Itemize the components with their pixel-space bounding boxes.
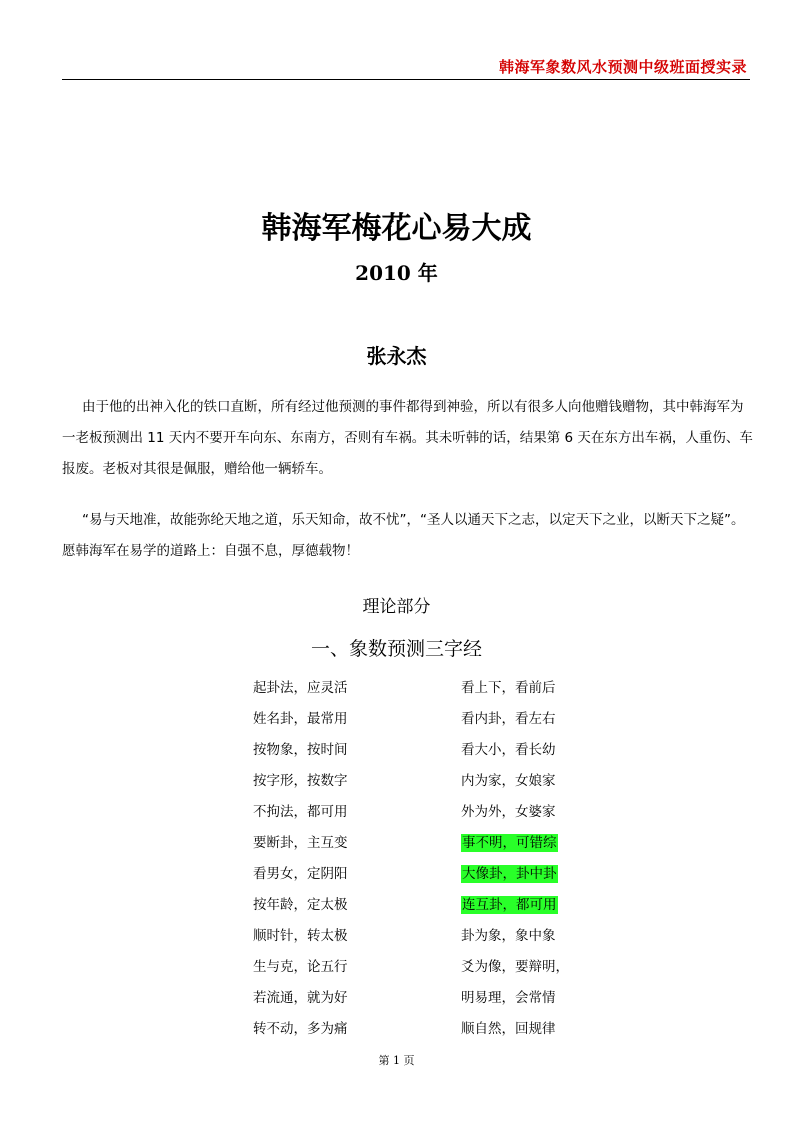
verse-row (253, 732, 593, 763)
verse-row (253, 825, 593, 856)
verse-row (253, 701, 593, 732)
verse-row (253, 980, 593, 1011)
verse-left: 转不动，多为痛 (253, 1020, 348, 1037)
verse-right: 卦为象，象中象 (461, 927, 556, 944)
verse-right: 外为外，女婆家 (461, 803, 556, 820)
quote-paragraph: “易与天地准，故能弥纶天地之道，乐天知命，故不忧”，“圣人以通天下之志，以定天下之业，以断天下之疑”。愿韩海军在易学的道路上：自强不息，厚德载物！ (62, 512, 745, 559)
verse-left: 按年龄，定太极 (253, 896, 348, 913)
verse-right-cell (461, 794, 593, 825)
verse-right-cell (461, 856, 593, 887)
verse-right: 内为家，女娘家 (461, 772, 556, 789)
verse-row (253, 918, 593, 949)
verse-row (253, 887, 593, 918)
verse-right-cell (461, 887, 593, 918)
verse-left: 看男女，定阴阳 (253, 865, 348, 882)
verse-left: 顺时针，转太极 (253, 927, 348, 944)
running-header-title: 韩海军象数风水预测中级班面授实录 (498, 58, 747, 76)
document-title: 韩海军梅花心易大成 (261, 211, 532, 246)
verse-right: 看大小，看长幼 (461, 741, 556, 758)
verse-right-cell (461, 1011, 593, 1042)
verse-right-cell (461, 701, 593, 732)
page-number: 第 1 页 (378, 1054, 415, 1067)
verse-left: 按物象，按时间 (253, 741, 348, 758)
verse-right-cell (461, 732, 593, 763)
verse-row (253, 794, 593, 825)
verse-right-cell (461, 980, 593, 1011)
verse-right: 看内卦，看左右 (461, 710, 556, 727)
author-name: 张永杰 (366, 344, 427, 368)
verse-right-cell (461, 763, 593, 794)
verse-right-highlighted: 连互卦，都可用 (462, 896, 557, 913)
verse-right-highlighted: 事不明，可错综 (462, 834, 557, 851)
intro-paragraph: 由于他的出神入化的铁口直断，所有经过他预测的事件都得到神验，所以有很多人向他赠钱赠物，其中韩海军为一老板预测出 11 天内不要开车向东、东南方，否则有车祸。其未听韩的话，结果第 6 天在东方出车祸，人重伤、车报废。老板对其很是佩服，赠给他一辆轿车。 (62, 399, 753, 477)
verse-right-highlighted: 大像卦，卦中卦 (462, 865, 557, 882)
verse-left: 按字形，按数字 (253, 772, 348, 789)
verse-right-cell (461, 949, 593, 980)
verse-row (253, 949, 593, 980)
verse-right: 明易理，会常情 (461, 989, 556, 1006)
subsection-heading: 一、象数预测三字经 (310, 638, 482, 660)
verse-left: 起卦法，应灵活 (253, 679, 348, 696)
verse-row (253, 1011, 593, 1042)
verse-row (253, 856, 593, 887)
verse-right-cell (461, 670, 593, 701)
verse-right-cell (461, 825, 593, 856)
header-divider (62, 79, 750, 80)
verse-right: 看上下，看前后 (461, 679, 556, 696)
verse-left: 姓名卦，最常用 (253, 710, 348, 727)
verse-left: 不拘法，都可用 (253, 803, 348, 820)
section-heading: 理论部分 (362, 597, 431, 617)
verse-right: 爻为像，要辩明， (461, 958, 569, 975)
verse-row (253, 763, 593, 794)
verse-table (253, 670, 593, 1042)
verse-left: 生与克，论五行 (253, 958, 348, 975)
verse-left: 若流通，就为好 (253, 989, 348, 1006)
verse-right-cell (461, 918, 593, 949)
document-year: 2010 年 (355, 261, 438, 285)
verse-row (253, 670, 593, 701)
verse-left: 要断卦，主互变 (253, 834, 348, 851)
verse-right: 顺自然，回规律 (461, 1020, 556, 1037)
